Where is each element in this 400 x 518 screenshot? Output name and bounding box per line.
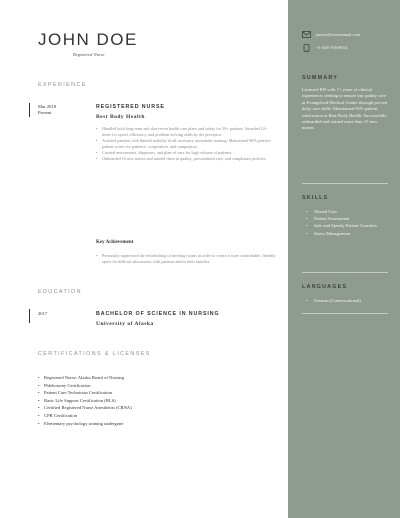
education-marker [29,309,30,323]
experience-dates [38,104,56,116]
education-year: 2017 [38,311,48,316]
languages-heading: LANGUAGES [302,284,348,290]
degree-title: BACHELOR OF SCIENCE IN NURSING [96,311,220,317]
list-item: • Onboarded 16 new nurses and trained them in quality, personalized care, and compliance policies. [96,156,276,162]
candidate-name: JOHN DOE [38,30,138,49]
school-name: University of Alaska [96,321,154,327]
list-item: • Basic Life Support Certification (BLS) [38,397,278,405]
list-item: • Patient Assessment [302,215,390,222]
experience-start-date: Mar 2018 [38,104,56,109]
list-item: • Personally supervised the refurbishing of meeting rooms in order to create a more comfortable, friendly space for difficult discussions with patients and/or their families. [96,253,276,265]
list-item: • Certified Registered Nurse Anesthetist (CRNA) [38,404,278,412]
key-achievement-heading: Key Achievement [96,240,134,245]
phone-text: +1-404-766-8654 [316,45,348,50]
sidebar-divider [302,313,388,314]
job-organization: Best Body Health [96,114,145,120]
languages-list [302,297,390,304]
skills-list [302,208,390,237]
experience-marker [29,103,30,117]
email-text: janyer@resumemail.com [316,32,361,37]
list-item: • Assisted patients with limited mobility in all necessary movement training. Maintained 96% positive patient scores for patience, cooperation, and compassion. [96,138,276,150]
list-item: • Elementary psychology training undergone [38,420,278,428]
skills-heading: SKILLS [302,195,329,201]
certifications-list [38,374,278,427]
mail-icon [302,31,311,38]
list-item: • German (Conversational) [302,297,390,304]
education-heading: EDUCATION [38,289,82,295]
sidebar-divider [302,272,388,273]
list-item: • Safe and Speedy Patient Transfers [302,222,390,229]
certifications-heading: CERTIFICATIONS & LICENSES [38,351,151,357]
job-title: REGISTERED NURSE [96,104,165,110]
list-item: • Phlebotomy Certification [38,382,278,390]
list-item: • Created assessments, diagnoses, and plan-of-care for high volume of patients. [96,150,276,156]
experience-end-date: Present [38,110,52,116]
phone-icon [302,44,311,52]
list-item: • Handled both long-term and short-term health care plans and safety for 30+ patients. Awarded 12+ times for speed, efficiency, and problem-solving skills by the preceptor. [96,126,276,138]
experience-bullets [96,126,276,163]
summary-heading: SUMMARY [302,75,339,81]
list-item: • Registered Nurse, Alaska Board of Nursing [38,374,278,382]
list-item: • CPR Certification [38,412,278,420]
list-item: • Wound Care [302,208,390,215]
summary-text: Licensed RN with 7+ years of clinical experience, seeking to ensure top quality care at Evangelical Medical Center through proven daily care skills. Maintained 95% patient satisfaction at Best Body Health. Successfully onboarded and trained more than 15 new nurses. [302,87,388,131]
achievement-bullets [96,253,276,265]
list-item: • Patient Care Technician Certification [38,389,278,397]
list-item: • Stress Management [302,230,390,237]
experience-heading: EXPERIENCE [38,82,87,88]
candidate-subtitle: Registered Nurse [73,52,105,57]
sidebar-divider [302,183,388,184]
